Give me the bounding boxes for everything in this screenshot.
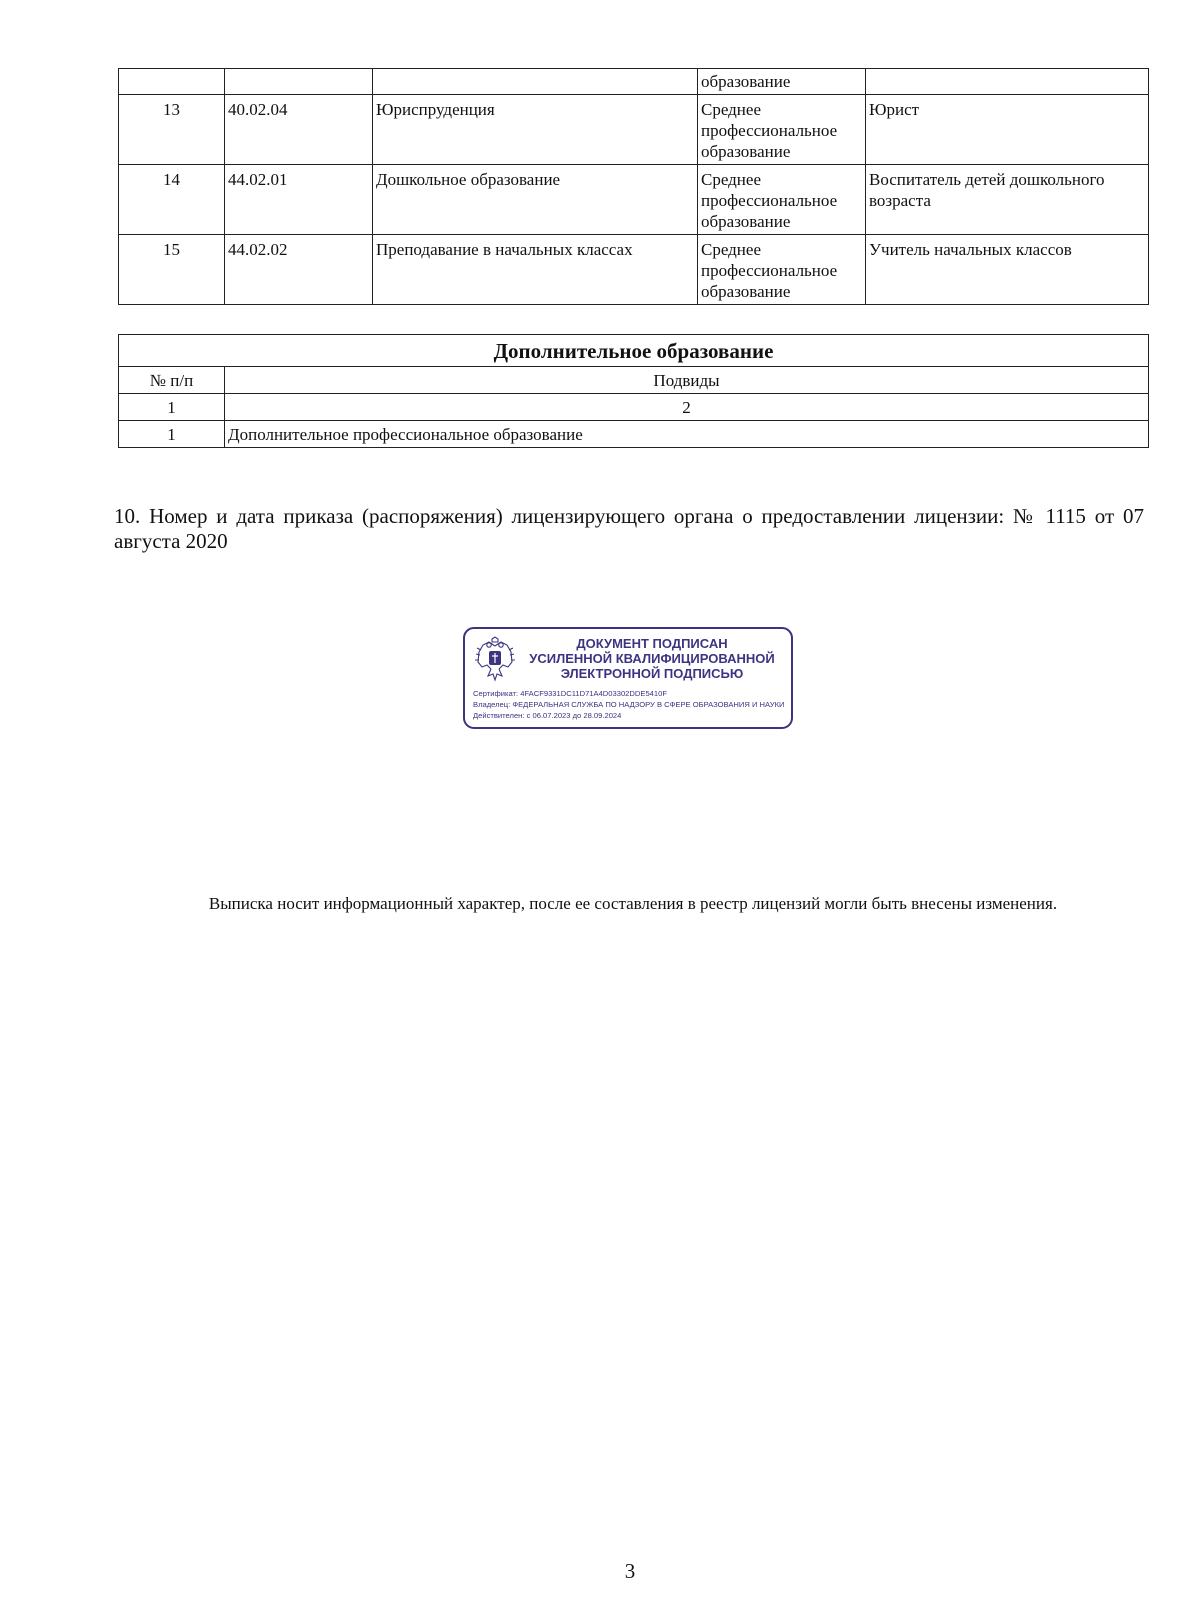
- order-info-paragraph: 10. Номер и дата приказа (распоряжения) лицензирующего органа о предоставлении лицензии: № 1115 от 07 августа 2020: [114, 504, 1144, 553]
- program-code: 44.02.01: [225, 165, 373, 235]
- table-row: [119, 165, 1149, 235]
- certificate-validity: Действителен: с 06.07.2023 до 28.09.2024: [473, 711, 622, 720]
- column-number-2: 2: [225, 394, 1149, 421]
- column-number-row: [119, 394, 1149, 421]
- qualification: Учитель начальных классов: [866, 235, 1149, 305]
- column-number-1: 1: [119, 394, 225, 421]
- row-number: 14: [119, 165, 225, 235]
- table-row: [119, 69, 1149, 95]
- education-level: Среднее профессиональное образование: [698, 235, 866, 305]
- program-code: [225, 69, 373, 95]
- program-name: Дошкольное образование: [373, 165, 698, 235]
- certificate-owner: Владелец: ФЕДЕРАЛЬНАЯ СЛУЖБА ПО НАДЗОРУ В СФЕРЕ ОБРАЗОВАНИЯ И НАУКИ: [473, 700, 785, 709]
- signature-stamp: [463, 627, 793, 729]
- disclaimer-text: Выписка носит информационный характер, после ее составления в реестр лицензий могли быть внесены изменения.: [208, 894, 1058, 913]
- education-level: Среднее профессиональное образование: [698, 95, 866, 165]
- row-number: 1: [119, 421, 225, 448]
- stamp-title: [517, 636, 787, 681]
- education-level: образование: [698, 69, 866, 95]
- additional-education-title: Дополнительное образование: [119, 335, 1149, 367]
- row-number: 13: [119, 95, 225, 165]
- stamp-details: [473, 688, 791, 721]
- program-name: Юриспруденция: [373, 95, 698, 165]
- row-number: [119, 69, 225, 95]
- qualification: Воспитатель детей дошкольного возраста: [866, 165, 1149, 235]
- stamp-title-line: ЭЛЕКТРОННОЙ ПОДПИСЬЮ: [560, 666, 744, 681]
- table-row: [119, 235, 1149, 305]
- qualification: Юрист: [866, 95, 1149, 165]
- programs-table: [118, 68, 1149, 305]
- table-row: [119, 95, 1149, 165]
- column-header-num: № п/п: [119, 367, 225, 394]
- stamp-title-line: ДОКУМЕНТ ПОДПИСАН: [576, 636, 728, 651]
- program-name: [373, 69, 698, 95]
- page-number: 3: [624, 1559, 636, 1583]
- certificate-number: Сертификат: 4FACF9331DC11D71A4D03302DDE5410F: [473, 689, 667, 698]
- education-subtype: Дополнительное профессиональное образование: [225, 421, 1149, 448]
- program-name: Преподавание в начальных классах: [373, 235, 698, 305]
- program-code: 40.02.04: [225, 95, 373, 165]
- additional-education-table: [118, 334, 1149, 448]
- program-code: 44.02.02: [225, 235, 373, 305]
- row-number: 15: [119, 235, 225, 305]
- header-row: [119, 367, 1149, 394]
- state-emblem-icon: [473, 636, 517, 684]
- table-row: [119, 421, 1149, 448]
- qualification: [866, 69, 1149, 95]
- stamp-title-line: УСИЛЕННОЙ КВАЛИФИЦИРОВАННОЙ: [529, 651, 775, 666]
- column-header-subtypes: Подвиды: [225, 367, 1149, 394]
- education-level: Среднее профессиональное образование: [698, 165, 866, 235]
